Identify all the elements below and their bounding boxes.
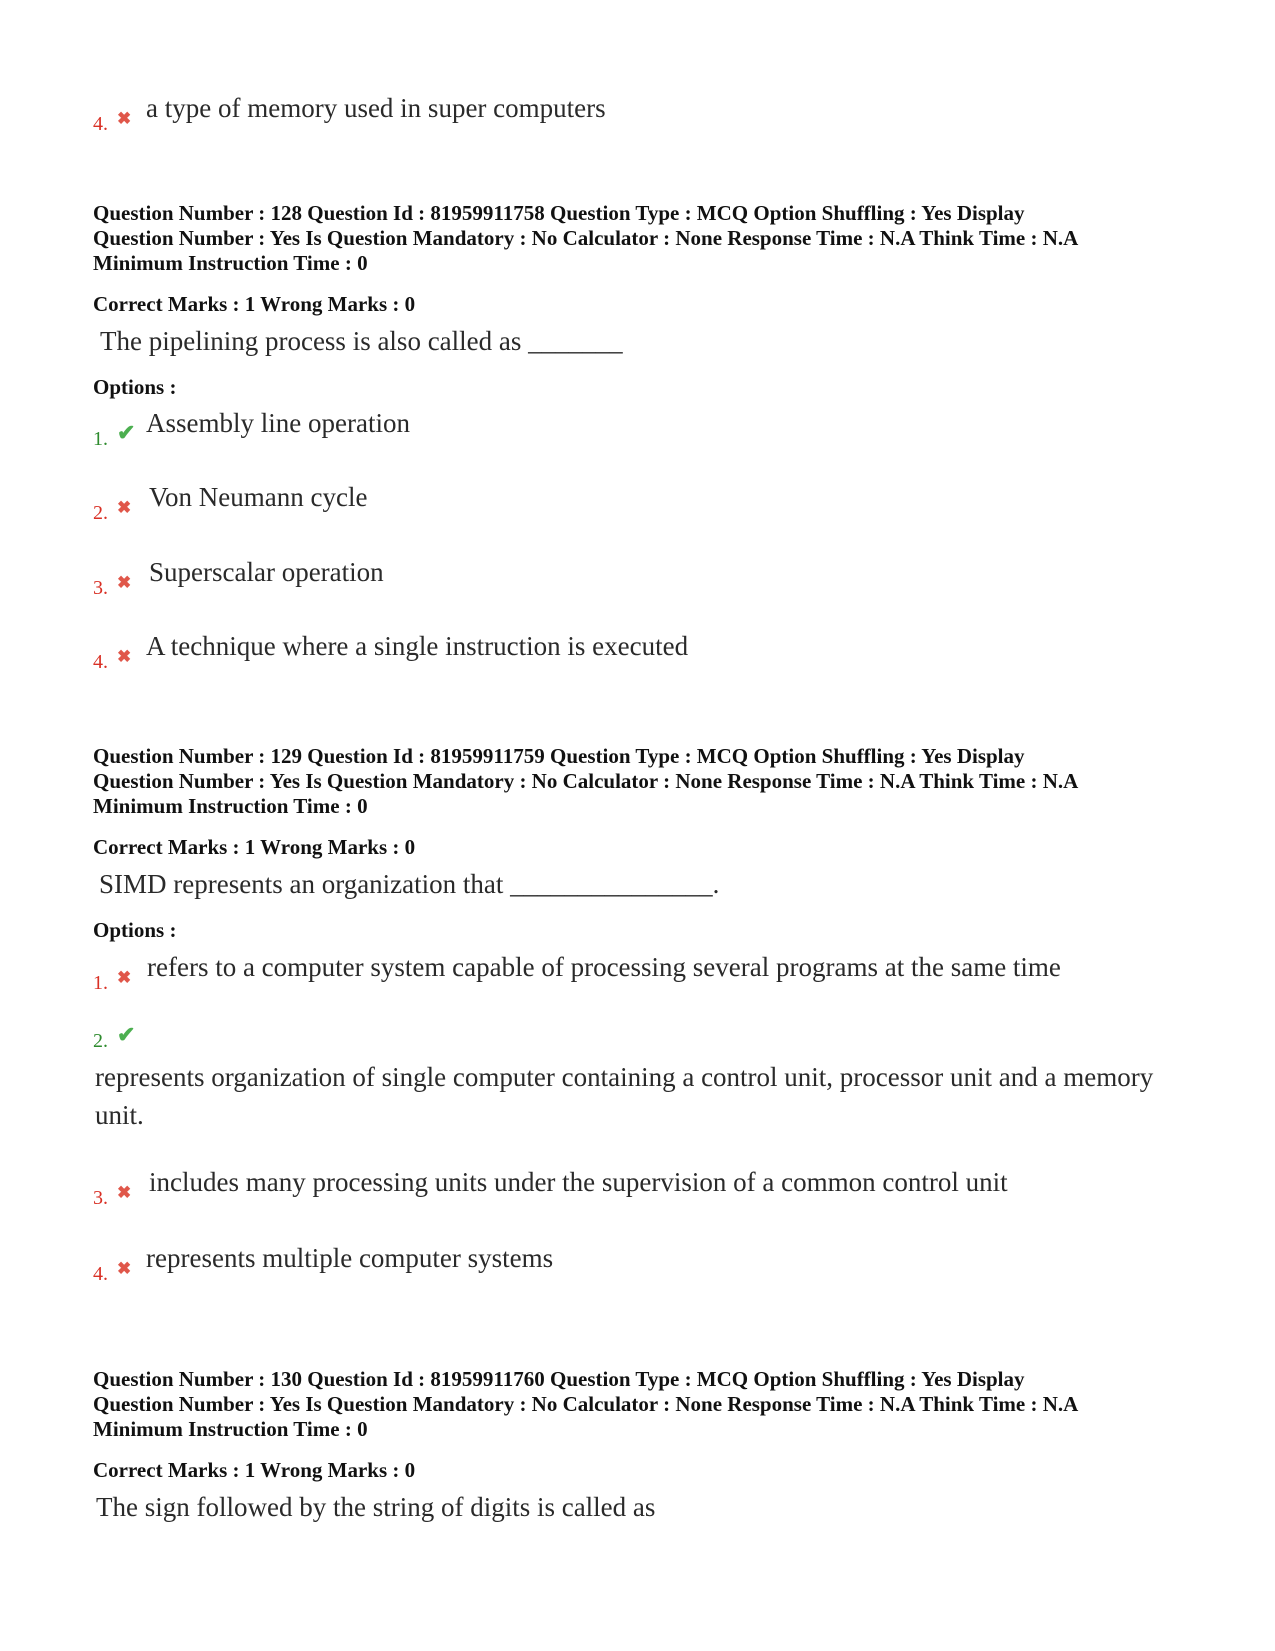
q128-option-2 <box>93 482 1193 522</box>
option-number: 4. <box>93 113 108 135</box>
option-number: 3. <box>93 577 108 599</box>
option-text: refers to a computer system capable of processing several programs at the same time <box>147 952 1061 982</box>
question-129-marks <box>93 835 1193 860</box>
meta-line: Minimum Instruction Time : 0 <box>93 1417 368 1441</box>
meta-line: Minimum Instruction Time : 0 <box>93 794 368 818</box>
cross-icon: ✖ <box>117 498 132 517</box>
option-number: 3. <box>93 1187 108 1209</box>
question-129-text: SIMD represents an organization that _______________. <box>99 869 720 899</box>
meta-line: Question Number : 130 Question Id : 81959911760 Question Type : MCQ Option Shuffling : Yes Display <box>93 1367 1025 1391</box>
meta-line: Question Number : Yes Is Question Mandatory : No Calculator : None Response Time : N.A Think Time : N.A <box>93 769 1079 793</box>
check-icon: ✔ <box>117 1022 136 1047</box>
option-number: 4. <box>93 651 108 673</box>
question-128-text: The pipelining process is also called as _______ <box>100 326 623 356</box>
marks-line: Correct Marks : 1 Wrong Marks : 0 <box>93 292 416 316</box>
q129-option-2-text: represents organization of single computer containing a control unit, processor unit and a memory unit. <box>95 1062 1154 1130</box>
cross-icon: ✖ <box>117 1259 132 1278</box>
option-number: 1. <box>93 972 108 994</box>
q128-option-3 <box>93 557 1193 597</box>
meta-line: Question Number : 128 Question Id : 81959911758 Question Type : MCQ Option Shuffling : Yes Display <box>93 201 1025 225</box>
option-number: 1. <box>93 428 108 450</box>
question-130-marks <box>93 1458 1193 1483</box>
question-130-meta <box>93 1367 1193 1442</box>
option-text: a type of memory used in super computers <box>146 93 606 123</box>
option-number: 2. <box>93 502 108 524</box>
cross-icon: ✖ <box>117 109 132 128</box>
cross-icon: ✖ <box>117 1183 132 1202</box>
option-number: 2. <box>93 1030 108 1052</box>
prev-option-4 <box>93 93 1193 133</box>
option-text: Superscalar operation <box>149 557 384 587</box>
question-128-meta <box>93 201 1193 276</box>
cross-icon: ✖ <box>117 647 132 666</box>
q129-option-2 <box>93 1016 1193 1056</box>
meta-line: Question Number : 129 Question Id : 81959911759 Question Type : MCQ Option Shuffling : Yes Display <box>93 744 1025 768</box>
question-128-marks <box>93 292 1193 317</box>
question-129-meta <box>93 744 1193 819</box>
option-text: Von Neumann cycle <box>149 482 368 512</box>
question-130-text: The sign followed by the string of digits is called as <box>96 1492 656 1522</box>
option-text: includes many processing units under the supervision of a common control unit <box>149 1167 1008 1197</box>
meta-line: Question Number : Yes Is Question Mandatory : No Calculator : None Response Time : N.A Think Time : N.A <box>93 1392 1079 1416</box>
q128-option-1 <box>93 408 1193 448</box>
cross-icon: ✖ <box>117 968 132 987</box>
option-number: 4. <box>93 1263 108 1285</box>
marks-line: Correct Marks : 1 Wrong Marks : 0 <box>93 835 416 859</box>
check-icon: ✔ <box>117 420 136 445</box>
options-label: Options : <box>93 918 177 942</box>
option-text: Assembly line operation <box>146 408 410 438</box>
q128-option-4 <box>93 631 1193 671</box>
meta-line: Question Number : Yes Is Question Mandatory : No Calculator : None Response Time : N.A Think Time : N.A <box>93 226 1079 250</box>
marks-line: Correct Marks : 1 Wrong Marks : 0 <box>93 1458 416 1482</box>
q129-option-1 <box>93 952 1193 992</box>
option-text: A technique where a single instruction is executed <box>146 631 689 661</box>
meta-line: Minimum Instruction Time : 0 <box>93 251 368 275</box>
option-text: represents multiple computer systems <box>146 1243 554 1273</box>
options-label: Options : <box>93 375 177 399</box>
q129-option-3 <box>93 1167 1193 1207</box>
cross-icon: ✖ <box>117 573 132 592</box>
q129-option-4 <box>93 1243 1193 1283</box>
